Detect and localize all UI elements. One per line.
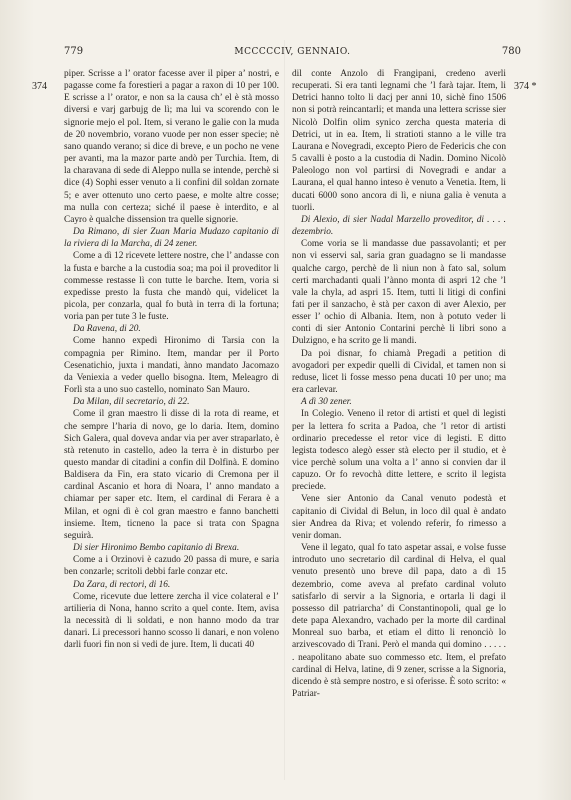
text-paragraph: Come hanno expedì Hironimo di Tarsia con la compagnia per Rimino. Item, mandar per il Porto Cesenatichio, juxta i mandati, ànno mandato Jacomazo da Veniexia a veder quello bisogna. Item, Meleagro di Forlì sta a uno suo castello, nominato San Mauro. [64,336,279,396]
section-heading: Da Rimano, di sier Zuan Maria Mudazo capitanio di la riviera di la Marcha, di 24 zener. [64,227,279,250]
section-heading: Da Milan, dil secretario, di 22. [73,397,190,408]
page-number-right: 780 [501,46,521,57]
text-paragraph: Vene il legato, qual fo tato aspetar assai, e volse fusse introduto uno secretario dil cardinal di Helva, el qual venuto presentò uno breve dil papa, dato a dì 15 dezembrio, come aveva al prefato cardinal voluto satisfarlo di servir a la Signoria, e ortarla li dagi il possesso dil patriarcha’ di Constantinopoli, qual ge lo dete papa Alexandro, vachado per la morte dil cardinal Monreal suo barba, et etiam el ditto li renonciò lo arzivescovado di Trani. Però el manda qui domino . . . . . . neapolitano abate suo commesso etc. Item, el prefato cardinal di Helva, latine, di 9 zener, scrisse a la Signoria, dicendo è stà sempre nostro, e si oferisse. È soto scrito: « Patriar- [292,543,506,699]
section-heading: Di Alexio, di sier Nadal Marzello proveditor, di . . . . dezembrio. [292,214,506,238]
right-text-column [292,68,506,700]
section-heading: Da Ravena, di 20. [73,324,141,335]
text-paragraph: Come voria se li mandasse due passavolanti; et per non vi esservi sal, saria gran guadagno se li mandasse qualche cargo, perchè de lì niun non à fato sal, solum certi marchadanti quali l’ànno monta di aspri 12 che ’l vale la chyla, ad aspri 15. Item, tutti li litigi di confini fati per il sanzacho, è stà per caxon di aver Alexio, per esser l’ ochio di Albania. Item, non à potuto veder li conti di sier Antonio Contarini perchè li libri sono a Dulzigno, e ha scrito ge li mandi. [292,239,506,347]
text-paragraph: Come a dì 12 ricevete lettere nostre, che l’ andasse con la fusta e barche a la custodia soa; ma poi il proveditor li commesse restasse lì con tutte le barche. Item, voria si expedisse presto la fusta che mandò qui, videlicet la picola, per conzarla, qual fo butà in terra di la fortuna; voria pan per tute 3 le fuste. [64,251,279,323]
text-paragraph: Vene sier Antonio da Canal venuto podestà et capitanio di Cividal di Belun, in loco dil qual è andato sier Andrea da Riva; et volendo referir, fo rimesso a venir doman. [292,494,506,541]
gutter-shadow [284,40,285,780]
text-paragraph: Come a i Orzinovi è cazudo 20 passa di mure, e saria ben conzarle; scritoli debbi farle conzar etc. [64,555,279,578]
margin-note-left: 374 [32,81,47,92]
text-paragraph: In Colegio. Veneno il retor di artisti et quel di legisti per la lettera fo scrita a Padoa, che ’l retor di artisti ordinario precedesse el retor vice di legisti. E ditto legista todesco alegò esser stà electo per il studio, et è vice perchè solum una volta a l’ anno si convien dar il capuzo. Or fo revochà ditte lettere, e scrito il legista preciede. [292,409,506,493]
left-text-column [64,68,279,652]
text-paragraph: Come, ricevute due lettere zercha il vice colateral e l’ artilieria di Nona, hanno scrito a quel conte. Item, avisa la necessità di li soldati, e non hanno modo da trar danari. Li precessori hanno scosso li danari, e non voleno darli fuori fin non si vedi de jure. Item, li ducati 40 [64,591,279,651]
section-heading: Di sier Hironimo Bembo capitanio di Brexa. [73,543,240,554]
text-paragraph: dil conte Anzolo di Frangipani, credeno averli recuperati. Si era tanti legnami che ’l farà tajar. Item, li Detrici hanno tolto li dacj per anni 10, sichè fino 1506 non si potrà reincantarli; et manda una lettera scrisse sier Nicolò Dolfin olim synico zercha questa materia di Detrici, ut in ea. Item, li stratioti stanno a le ville tra Laurana e Novegradi, excepto Piero de Federicis che con 5 cavalli è posto a la custodia di Nadin. Domino Nicolò Paleologo non vol partirsi di Novegradi e andar a Laurana, el qual hanno inteso è venuto a Venetia. Item, li ducati 6000 sono ancora di lì, e niuna galia è venuta a tuorli. [292,69,506,213]
section-heading: Da Zara, di rectori, di 16. [73,579,171,590]
section-heading: A dì 30 zener. [301,397,352,408]
text-paragraph: Come il gran maestro li disse di la rota di reame, et che sempre l’haria di novo, ge lo daria. Item, domino Sich Galera, qual doveva andar via per aver straparlato, è stà retenuto in castello, adeo la terra è in disturbo per questo mandar di citadini a confin dil Dolfinà. E domino Baldisera da Fin, era stato vicario di Cremona per il cardinal Ascanio et hora di Noara, l’ anno mandato a chiamar per saper etc. Item, el cardinal di Ferara è a Milan, et ogni dì è col gran maestro e fanno banchetti insieme. Item, ticneno la pace si trata con Spagna seguirà. [64,409,279,541]
running-title: MCCCCCIV, GENNAIO. [234,47,351,57]
margin-note-right: 374 * [514,81,537,92]
page-number-left: 779 [64,46,84,57]
page-header [64,46,521,62]
text-paragraph: Da poi disnar, fo chiamà Pregadi a petition di avogadori per expedir quelli di Cividal, et tamen non si reduse, licet li fosse messo pena ducati 10 per uno; ma era carlevar. [292,348,506,396]
text-paragraph: piper. Scrisse a l’ orator facesse aver il piper a’ nostri, e pagasse come fa forestieri a pagar a raxon di 10 per 100. E scrisse a l’ orator, e non sa la causa ch’ el è stà mosso diversi e varj garbujg de lì; ma lui va scorendo con le signorie mejo el pol. Item, si verano le galie con la muda de 20 novembrio, vorano vuode per non esser specie; nè sano quando verano; si dice di breve, e un pocho ne vene per avanti, ma la mazor parte andò per Turchia. Item, di la charavana di sede di Aleppo nulla se intende, perchè si dice (4) Sophi esser venuto a li confini dil soldan zornate 5; e aver ottenuto uno certo paese, e molte altre cosse; ma nulla con certeza; siché il paese è interdito, e al Cayro è qualche dissension tra quelle signorie. [64,69,279,225]
